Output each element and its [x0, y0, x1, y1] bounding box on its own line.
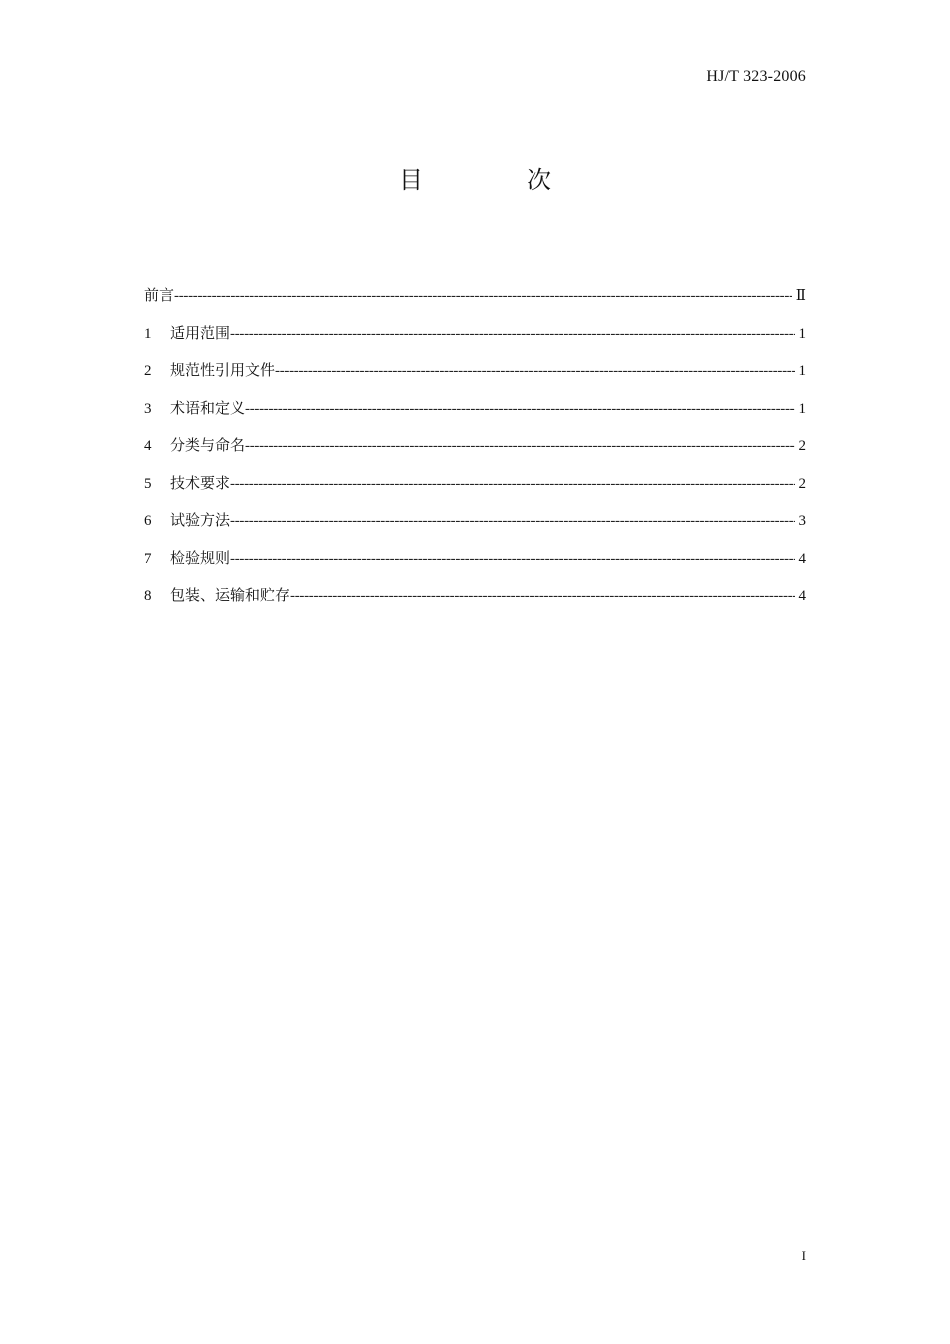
toc-entry-number: 2 — [144, 363, 152, 379]
toc-leader-dots — [245, 438, 794, 455]
toc-entry-number: 4 — [144, 438, 152, 454]
page-title: 目 次 — [399, 166, 591, 194]
toc-entry-foreword[interactable] — [144, 284, 806, 322]
toc-entry-number: 5 — [144, 475, 152, 492]
toc-leader-dots — [230, 513, 794, 530]
table-of-contents — [144, 284, 806, 622]
page-number: I — [801, 1248, 806, 1263]
toc-leader-dots — [230, 551, 794, 568]
toc-entry-technical-requirements[interactable] — [144, 472, 806, 510]
toc-entry-page: Ⅱ — [795, 288, 806, 304]
toc-entry-title: 分类与命名 — [170, 438, 246, 454]
toc-leader-dots — [290, 588, 794, 605]
toc-entry-terms-definitions[interactable] — [144, 397, 806, 435]
toc-entry-packaging-transport-storage[interactable] — [144, 584, 806, 622]
toc-entry-page: 1 — [798, 400, 806, 417]
toc-entry-title: 检验规则 — [170, 550, 231, 567]
toc-entry-title: 技术要求 — [170, 475, 231, 492]
toc-entry-test-methods[interactable] — [144, 509, 806, 547]
toc-entry-title: 术语和定义 — [170, 400, 246, 417]
toc-leader-dots — [230, 476, 794, 493]
toc-entry-classification[interactable] — [144, 434, 806, 472]
standard-code: HJ/T 323-2006 — [706, 68, 806, 85]
toc-entry-page: 4 — [798, 588, 806, 604]
toc-entry-page: 4 — [798, 550, 806, 567]
toc-leader-dots — [245, 401, 794, 418]
toc-entry-number: 3 — [144, 400, 152, 417]
toc-leader-dots — [174, 288, 792, 305]
toc-entry-page: 1 — [798, 325, 806, 342]
toc-entry-number: 8 — [144, 588, 152, 604]
toc-entry-page: 2 — [798, 475, 806, 492]
toc-entry-normative-references[interactable] — [144, 359, 806, 397]
toc-entry-title: 适用范围 — [170, 325, 231, 342]
toc-entry-page: 1 — [798, 363, 806, 379]
toc-entry-title: 包装、运输和贮存 — [170, 588, 291, 604]
toc-entry-title: 前言 — [144, 288, 175, 304]
toc-entry-title: 试验方法 — [170, 513, 231, 529]
toc-entry-title: 规范性引用文件 — [170, 363, 276, 379]
toc-entry-page: 2 — [798, 438, 806, 454]
toc-leader-dots — [230, 326, 794, 343]
toc-leader-dots — [275, 363, 794, 380]
toc-entry-inspection-rules[interactable] — [144, 547, 806, 585]
toc-entry-page: 3 — [798, 513, 806, 529]
toc-entry-number: 7 — [144, 550, 152, 567]
toc-entry-number: 1 — [144, 325, 152, 342]
toc-entry-number: 6 — [144, 513, 152, 529]
toc-entry-scope[interactable] — [144, 322, 806, 360]
